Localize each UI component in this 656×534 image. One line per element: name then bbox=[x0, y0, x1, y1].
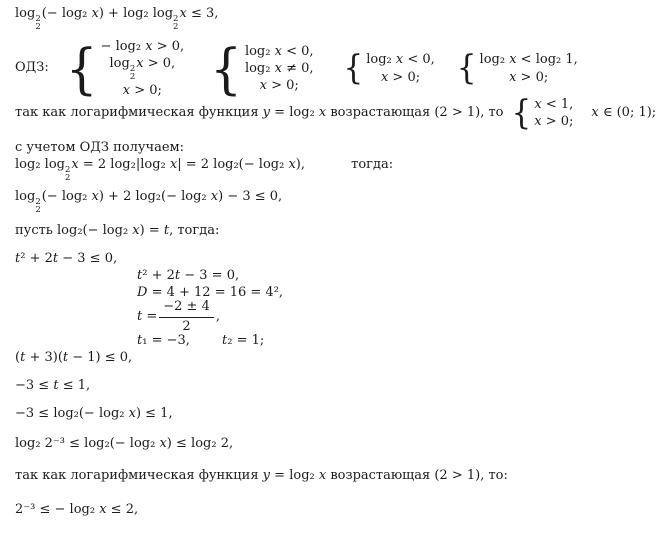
root-1: t₁ = −3, bbox=[137, 333, 190, 348]
log-identity-row bbox=[15, 157, 393, 183]
final-inequality: 2⁻³ ≤ − log₂ x ≤ 2, bbox=[15, 502, 139, 517]
quadratic-equation: t² + 2t − 3 = 0, bbox=[137, 268, 240, 283]
system-1 bbox=[66, 38, 184, 99]
system-4-rows bbox=[480, 51, 578, 85]
roots-values-row bbox=[137, 333, 264, 350]
monotonicity-text: так как логарифмическая функция y = log₂ x возрастающая (2 > 1), то bbox=[15, 104, 504, 120]
quadratic-inequality: t² + 2t − 3 ≤ 0, bbox=[15, 251, 118, 266]
roots-formula-row bbox=[137, 299, 220, 336]
system-condition-row: log 2 2 x > 0, bbox=[109, 56, 176, 83]
system-5 bbox=[511, 92, 574, 133]
combined-inequality: log 2 2 (− log₂ x) + 2 log₂(− log₂ x) − 3 ≤ 0, bbox=[15, 189, 283, 216]
system-condition-row: x > 0; bbox=[509, 69, 549, 85]
odz-row bbox=[15, 38, 578, 99]
substitution-text: пусть log₂(− log₂ x) = t, тогда: bbox=[15, 223, 220, 238]
log-range: −3 ≤ log₂(− log₂ x) ≤ 1, bbox=[15, 406, 173, 421]
left-brace-icon: { bbox=[456, 48, 477, 88]
system-condition-row: log₂ x ≠ 0, bbox=[244, 60, 314, 76]
monotonicity-conclusion-2: так как логарифмическая функция y = log₂ x возрастающая (2 > 1), то: bbox=[15, 468, 508, 483]
system-3 bbox=[343, 48, 435, 88]
root-2: t₂ = 1; bbox=[222, 333, 265, 348]
system-condition-row: x > 0; bbox=[122, 82, 162, 98]
left-brace-icon: { bbox=[210, 37, 242, 100]
fraction-numerator: −2 ± 4 bbox=[159, 299, 214, 318]
roots-tail: , bbox=[215, 308, 220, 324]
log-bounds: log₂ 2⁻³ ≤ log₂(− log₂ x) ≤ log₂ 2, bbox=[15, 436, 234, 451]
system-condition-row: x > 0; bbox=[534, 114, 574, 130]
system-condition-row: − log₂ x > 0, bbox=[100, 39, 185, 54]
system-condition-row: x < 1, bbox=[534, 97, 574, 112]
system-4 bbox=[456, 48, 578, 88]
system-5-rows bbox=[534, 96, 573, 130]
system-2 bbox=[210, 37, 314, 100]
discriminant: D = 4 + 12 = 16 = 4², bbox=[137, 285, 284, 300]
odz-label: ОДЗ: bbox=[15, 60, 49, 76]
left-brace-icon: { bbox=[65, 37, 98, 100]
system-condition-row: log₂ x < 0, bbox=[244, 43, 314, 59]
t-range: −3 ≤ t ≤ 1, bbox=[15, 378, 91, 393]
log-identity-formula: log₂ log 2 2 x = 2 log₂|log₂ x| = 2 log₂(− log₂ x), bbox=[15, 157, 305, 184]
left-brace-icon: { bbox=[511, 92, 532, 133]
monotonicity-conclusion-row bbox=[15, 92, 656, 133]
system-1-rows bbox=[101, 38, 185, 99]
roots-lhs: t = bbox=[137, 308, 158, 324]
system-2-rows bbox=[245, 43, 314, 94]
fraction bbox=[159, 299, 214, 336]
system-condition-row: log₂ x < log₂ 1, bbox=[479, 52, 578, 68]
then-label: тогда: bbox=[351, 157, 394, 172]
system-3-rows bbox=[366, 51, 435, 85]
interval-result: x ∈ (0; 1); bbox=[591, 104, 656, 120]
left-brace-icon: { bbox=[343, 48, 364, 88]
system-condition-row: log₂ x < 0, bbox=[366, 52, 435, 68]
formula-initial-inequality: log 2 2 (− log₂ x) + log₂ log 2 2 x ≤ 3, bbox=[15, 6, 219, 33]
odz-note-text: с учетом ОДЗ получаем: bbox=[15, 140, 184, 155]
system-condition-row: x > 0; bbox=[380, 69, 421, 85]
fraction-denominator: 2 bbox=[182, 318, 191, 334]
factored-inequality: (t + 3)(t − 1) ≤ 0, bbox=[15, 350, 133, 365]
system-condition-row: x > 0; bbox=[259, 78, 299, 94]
